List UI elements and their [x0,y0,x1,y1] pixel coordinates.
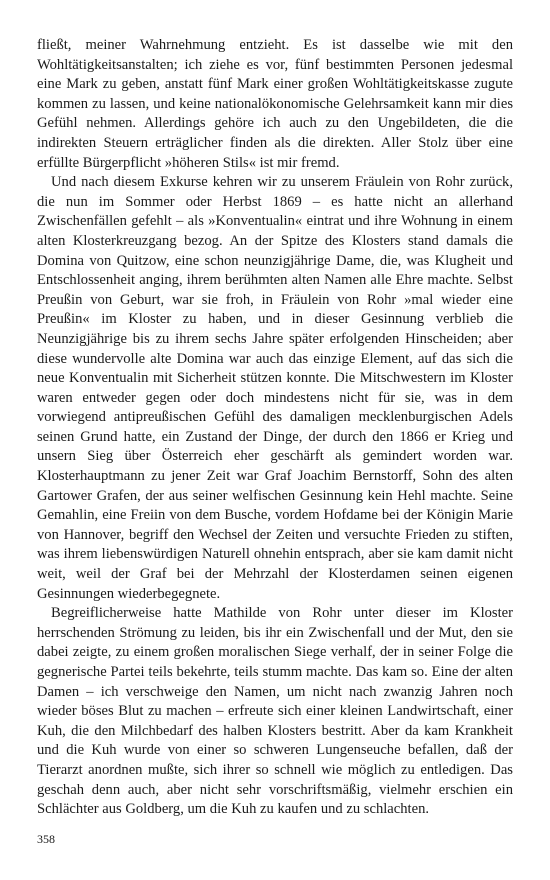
page-number: 358 [37,832,55,846]
paragraph-3: Begreiflicherweise hatte Mathilde von Rohr unter dieser im Kloster herrschenden Strömung zu leiden, bis ihr ein Zwischenfall und der Mut, den sie dabei zeigte, zu einem großen moralischen Siege verhalf, der in seiner Folge die gegnerische Partei teils bekehrte, teils stumm machte. Das kam so. Eine der alten Damen – ich verschweige den Namen, um nicht nach zwanzig Jahren noch wieder böses Blut zu machen – erfreute sich einer kleinen Landwirtschaft, einer Kuh, die den Milchbedarf des halben Klosters bestritt. Aber da kam Krankheit und die Kuh wurde von einer so schweren Lungenseuche befallen, daß der Tierarzt anordnen mußte, sich ihrer so schnell wie möglich zu entledigen. Das geschah denn auch, aber nicht sehr vorschriftsmäßig, vielmehr erschien ein Schlächter aus Goldberg, um die Kuh zu kaufen und zu schlachten. [37,605,513,818]
paragraph-1: fließt, meiner Wahrnehmung entzieht. Es ist dasselbe wie mit den Wohltätigkeitsanstalten; ich ziehe es vor, fünf bestimmten Personen jedesmal eine Mark zu geben, anstatt fünf Mark einer großen Wohltätigkeitskasse zugute kommen zu lassen, und keine nationalökonomische Gelehrsamkeit kann mir dies Gefühl nehmen. Allerdings gehöre ich auch zu den Ungebildeten, die die indirekten Steuern erträglicher finden als die direkten. Aller Stolz über eine erfüllte Bürgerpflicht »höheren Stils« ist mir fremd. [37,37,513,171]
page-body [37,36,513,820]
paragraph-2: Und nach diesem Exkurse kehren wir zu unserem Fräulein von Rohr zurück, die nun im Sommer oder Herbst 1869 – es hatte nicht an allerhand Zwischenfällen gefehlt – als »Konventualin« eintrat und ihre Wohnung in einem alten Klosterkreuzgang bezog. An der Spitze des Klosters stand damals die Domina von Quitzow, eine schon neunzigjährige Dame, die, was Klugheit und Entschlossenheit anging, ihrem berühmten alten Namen alle Ehre machte. Selbst Preußin von Geburt, war sie froh, in Fräulein von Rohr »mal wieder eine Preußin« im Kloster zu haben, und in dieser Gesinnung verblieb die Neunzigjährige bis zu ihrem sechs Jahre später erfolgenden Hinscheiden; aber diese wundervolle alte Domina war auch das einzige Element, auf das sich die neue Konventualin mit Sicherheit stützen konnte. Die Mitschwestern im Kloster waren entweder gegen oder doch mindestens nicht für sie, was in dem vorwiegend antipreußischen Gefühl des damaligen mecklenburgischen Adels seinen Grund hatte, ein Zustand der Dinge, der durch den 1866 er Krieg und unsern Sieg über Österreich eher geschärft als gemindert worden war. Klosterhauptmann zu jener Zeit war Graf Joachim Bernstorff, Sohn des alten Gartower Grafen, der aus seiner welfischen Gesinnung kein Hehl machte. Seine Gemahlin, eine Freiin von dem Busche, vordem Hofdame bei der Königin Marie von Hannover, begriff den Wechsel der Zeiten und versuchte Frieden zu stiften, was ihrem liebenswürdigen Naturell ohnehin entsprach, aber sie kam damit nicht weit, weil der Graf bei der Mehrzahl der Klosterdamen seinen eigenen Gesinnungen wiederbegegnete. [37,174,513,602]
